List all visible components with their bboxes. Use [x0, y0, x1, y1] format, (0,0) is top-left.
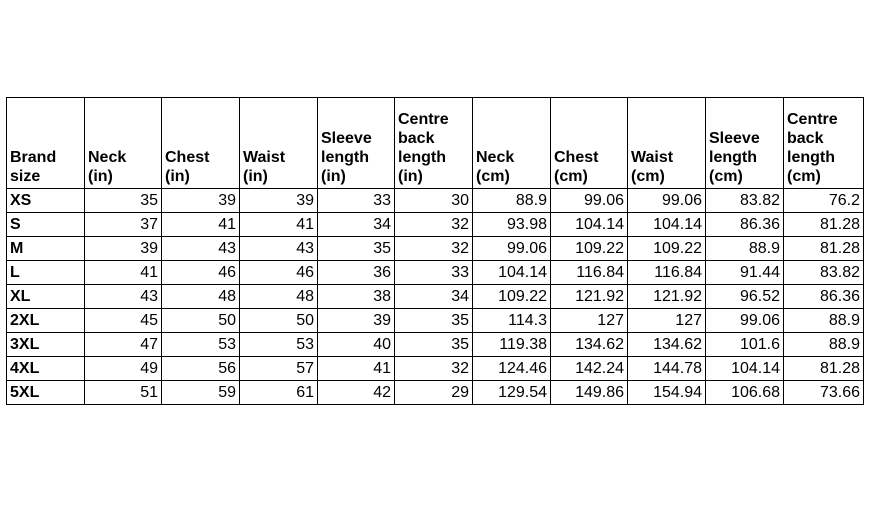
measurement-cell: 134.62 [628, 333, 706, 357]
measurement-cell: 127 [551, 309, 628, 333]
column-header [551, 98, 628, 189]
size-label-cell: XS [7, 189, 85, 213]
column-header-line: Sleeve [321, 130, 372, 147]
measurement-cell: 73.66 [784, 381, 864, 405]
measurement-cell: 99.06 [473, 237, 551, 261]
measurement-cell: 33 [318, 189, 395, 213]
measurement-cell: 88.9 [784, 309, 864, 333]
column-header-line: (cm) [476, 168, 510, 185]
measurement-cell: 39 [240, 189, 318, 213]
measurement-cell: 32 [395, 213, 473, 237]
measurement-cell: 41 [162, 213, 240, 237]
measurement-cell: 81.28 [784, 237, 864, 261]
column-header-line: Neck [88, 149, 127, 166]
measurement-cell: 129.54 [473, 381, 551, 405]
measurement-cell: 109.22 [551, 237, 628, 261]
column-header-line: (cm) [554, 168, 588, 185]
measurement-cell: 83.82 [706, 189, 784, 213]
measurement-cell: 33 [395, 261, 473, 285]
measurement-cell: 83.82 [784, 261, 864, 285]
measurement-cell: 121.92 [551, 285, 628, 309]
measurement-cell: 42 [318, 381, 395, 405]
measurement-cell: 88.9 [473, 189, 551, 213]
column-header-line: back [787, 130, 824, 147]
table-row [7, 213, 864, 237]
header-row [7, 98, 864, 189]
column-header-line: (cm) [787, 168, 821, 185]
measurement-cell: 32 [395, 237, 473, 261]
size-label-cell: XL [7, 285, 85, 309]
measurement-cell: 49 [85, 357, 162, 381]
measurement-cell: 142.24 [551, 357, 628, 381]
measurement-cell: 34 [395, 285, 473, 309]
measurement-cell: 144.78 [628, 357, 706, 381]
table-row [7, 309, 864, 333]
measurement-cell: 50 [240, 309, 318, 333]
column-header-line: length [398, 149, 446, 166]
measurement-cell: 93.98 [473, 213, 551, 237]
measurement-cell: 56 [162, 357, 240, 381]
measurement-cell: 39 [162, 189, 240, 213]
column-header [395, 98, 473, 189]
column-header [85, 98, 162, 189]
measurement-cell: 45 [85, 309, 162, 333]
measurement-cell: 53 [240, 333, 318, 357]
column-header-line: (in) [398, 168, 423, 185]
column-header-line: length [709, 149, 757, 166]
column-header-line: (in) [243, 168, 268, 185]
table-row [7, 237, 864, 261]
measurement-cell: 43 [240, 237, 318, 261]
column-header-line: (in) [321, 168, 346, 185]
measurement-cell: 35 [395, 333, 473, 357]
size-label-cell: 5XL [7, 381, 85, 405]
measurement-cell: 59 [162, 381, 240, 405]
size-label-cell: 3XL [7, 333, 85, 357]
column-header-line: Waist [631, 149, 674, 166]
measurement-cell: 32 [395, 357, 473, 381]
measurement-cell: 35 [395, 309, 473, 333]
measurement-cell: 46 [240, 261, 318, 285]
column-header-line: Chest [165, 149, 210, 166]
measurement-cell: 104.14 [551, 213, 628, 237]
column-header [7, 98, 85, 189]
measurement-cell: 47 [85, 333, 162, 357]
measurement-cell: 91.44 [706, 261, 784, 285]
column-header-line: length [787, 149, 835, 166]
measurement-cell: 40 [318, 333, 395, 357]
measurement-cell: 37 [85, 213, 162, 237]
measurement-cell: 51 [85, 381, 162, 405]
column-header-line: Sleeve [709, 130, 760, 147]
measurement-cell: 149.86 [551, 381, 628, 405]
measurement-cell: 86.36 [784, 285, 864, 309]
measurement-cell: 53 [162, 333, 240, 357]
size-label-cell: L [7, 261, 85, 285]
column-header-line: Neck [476, 149, 515, 166]
table-body [7, 189, 864, 405]
column-header-line: (in) [88, 168, 113, 185]
measurement-cell: 35 [85, 189, 162, 213]
measurement-cell: 50 [162, 309, 240, 333]
measurement-cell: 127 [628, 309, 706, 333]
table-row [7, 261, 864, 285]
measurement-cell: 106.68 [706, 381, 784, 405]
table-row [7, 189, 864, 213]
column-header-line: Centre [787, 111, 838, 128]
measurement-cell: 43 [85, 285, 162, 309]
measurement-cell: 30 [395, 189, 473, 213]
measurement-cell: 76.2 [784, 189, 864, 213]
measurement-cell: 41 [318, 357, 395, 381]
measurement-cell: 43 [162, 237, 240, 261]
measurement-cell: 57 [240, 357, 318, 381]
measurement-cell: 104.14 [473, 261, 551, 285]
measurement-cell: 39 [85, 237, 162, 261]
measurement-cell: 101.6 [706, 333, 784, 357]
measurement-cell: 116.84 [551, 261, 628, 285]
column-header-line: Chest [554, 149, 599, 166]
measurement-cell: 48 [162, 285, 240, 309]
column-header-line: length [321, 149, 369, 166]
column-header [784, 98, 864, 189]
column-header-line: Centre [398, 111, 449, 128]
table-row [7, 357, 864, 381]
measurement-cell: 104.14 [706, 357, 784, 381]
column-header [706, 98, 784, 189]
measurement-cell: 99.06 [706, 309, 784, 333]
column-header-line: back [398, 130, 435, 147]
size-label-cell: M [7, 237, 85, 261]
measurement-cell: 36 [318, 261, 395, 285]
measurement-cell: 88.9 [784, 333, 864, 357]
measurement-cell: 81.28 [784, 357, 864, 381]
column-header [318, 98, 395, 189]
measurement-cell: 109.22 [473, 285, 551, 309]
measurement-cell: 99.06 [628, 189, 706, 213]
measurement-cell: 39 [318, 309, 395, 333]
column-header-line: (in) [165, 168, 190, 185]
column-header [240, 98, 318, 189]
measurement-cell: 34 [318, 213, 395, 237]
measurement-cell: 48 [240, 285, 318, 309]
measurement-cell: 109.22 [628, 237, 706, 261]
measurement-cell: 29 [395, 381, 473, 405]
measurement-cell: 35 [318, 237, 395, 261]
table-row [7, 381, 864, 405]
column-header [628, 98, 706, 189]
measurement-cell: 134.62 [551, 333, 628, 357]
column-header-line: (cm) [709, 168, 743, 185]
measurement-cell: 88.9 [706, 237, 784, 261]
column-header [162, 98, 240, 189]
measurement-cell: 114.3 [473, 309, 551, 333]
column-header [473, 98, 551, 189]
size-label-cell: 2XL [7, 309, 85, 333]
measurement-cell: 81.28 [784, 213, 864, 237]
measurement-cell: 86.36 [706, 213, 784, 237]
measurement-cell: 41 [85, 261, 162, 285]
measurement-cell: 61 [240, 381, 318, 405]
measurement-cell: 116.84 [628, 261, 706, 285]
measurement-cell: 124.46 [473, 357, 551, 381]
measurement-cell: 38 [318, 285, 395, 309]
measurement-cell: 96.52 [706, 285, 784, 309]
column-header-line: Brand [10, 149, 57, 166]
size-chart-table [6, 97, 864, 405]
measurement-cell: 154.94 [628, 381, 706, 405]
column-header-line: size [10, 168, 41, 185]
measurement-cell: 121.92 [628, 285, 706, 309]
measurement-cell: 119.38 [473, 333, 551, 357]
column-header-line: (cm) [631, 168, 665, 185]
column-header-line: Waist [243, 149, 286, 166]
table-row [7, 333, 864, 357]
measurement-cell: 46 [162, 261, 240, 285]
measurement-cell: 104.14 [628, 213, 706, 237]
table-row [7, 285, 864, 309]
measurement-cell: 41 [240, 213, 318, 237]
size-label-cell: 4XL [7, 357, 85, 381]
size-label-cell: S [7, 213, 85, 237]
measurement-cell: 99.06 [551, 189, 628, 213]
